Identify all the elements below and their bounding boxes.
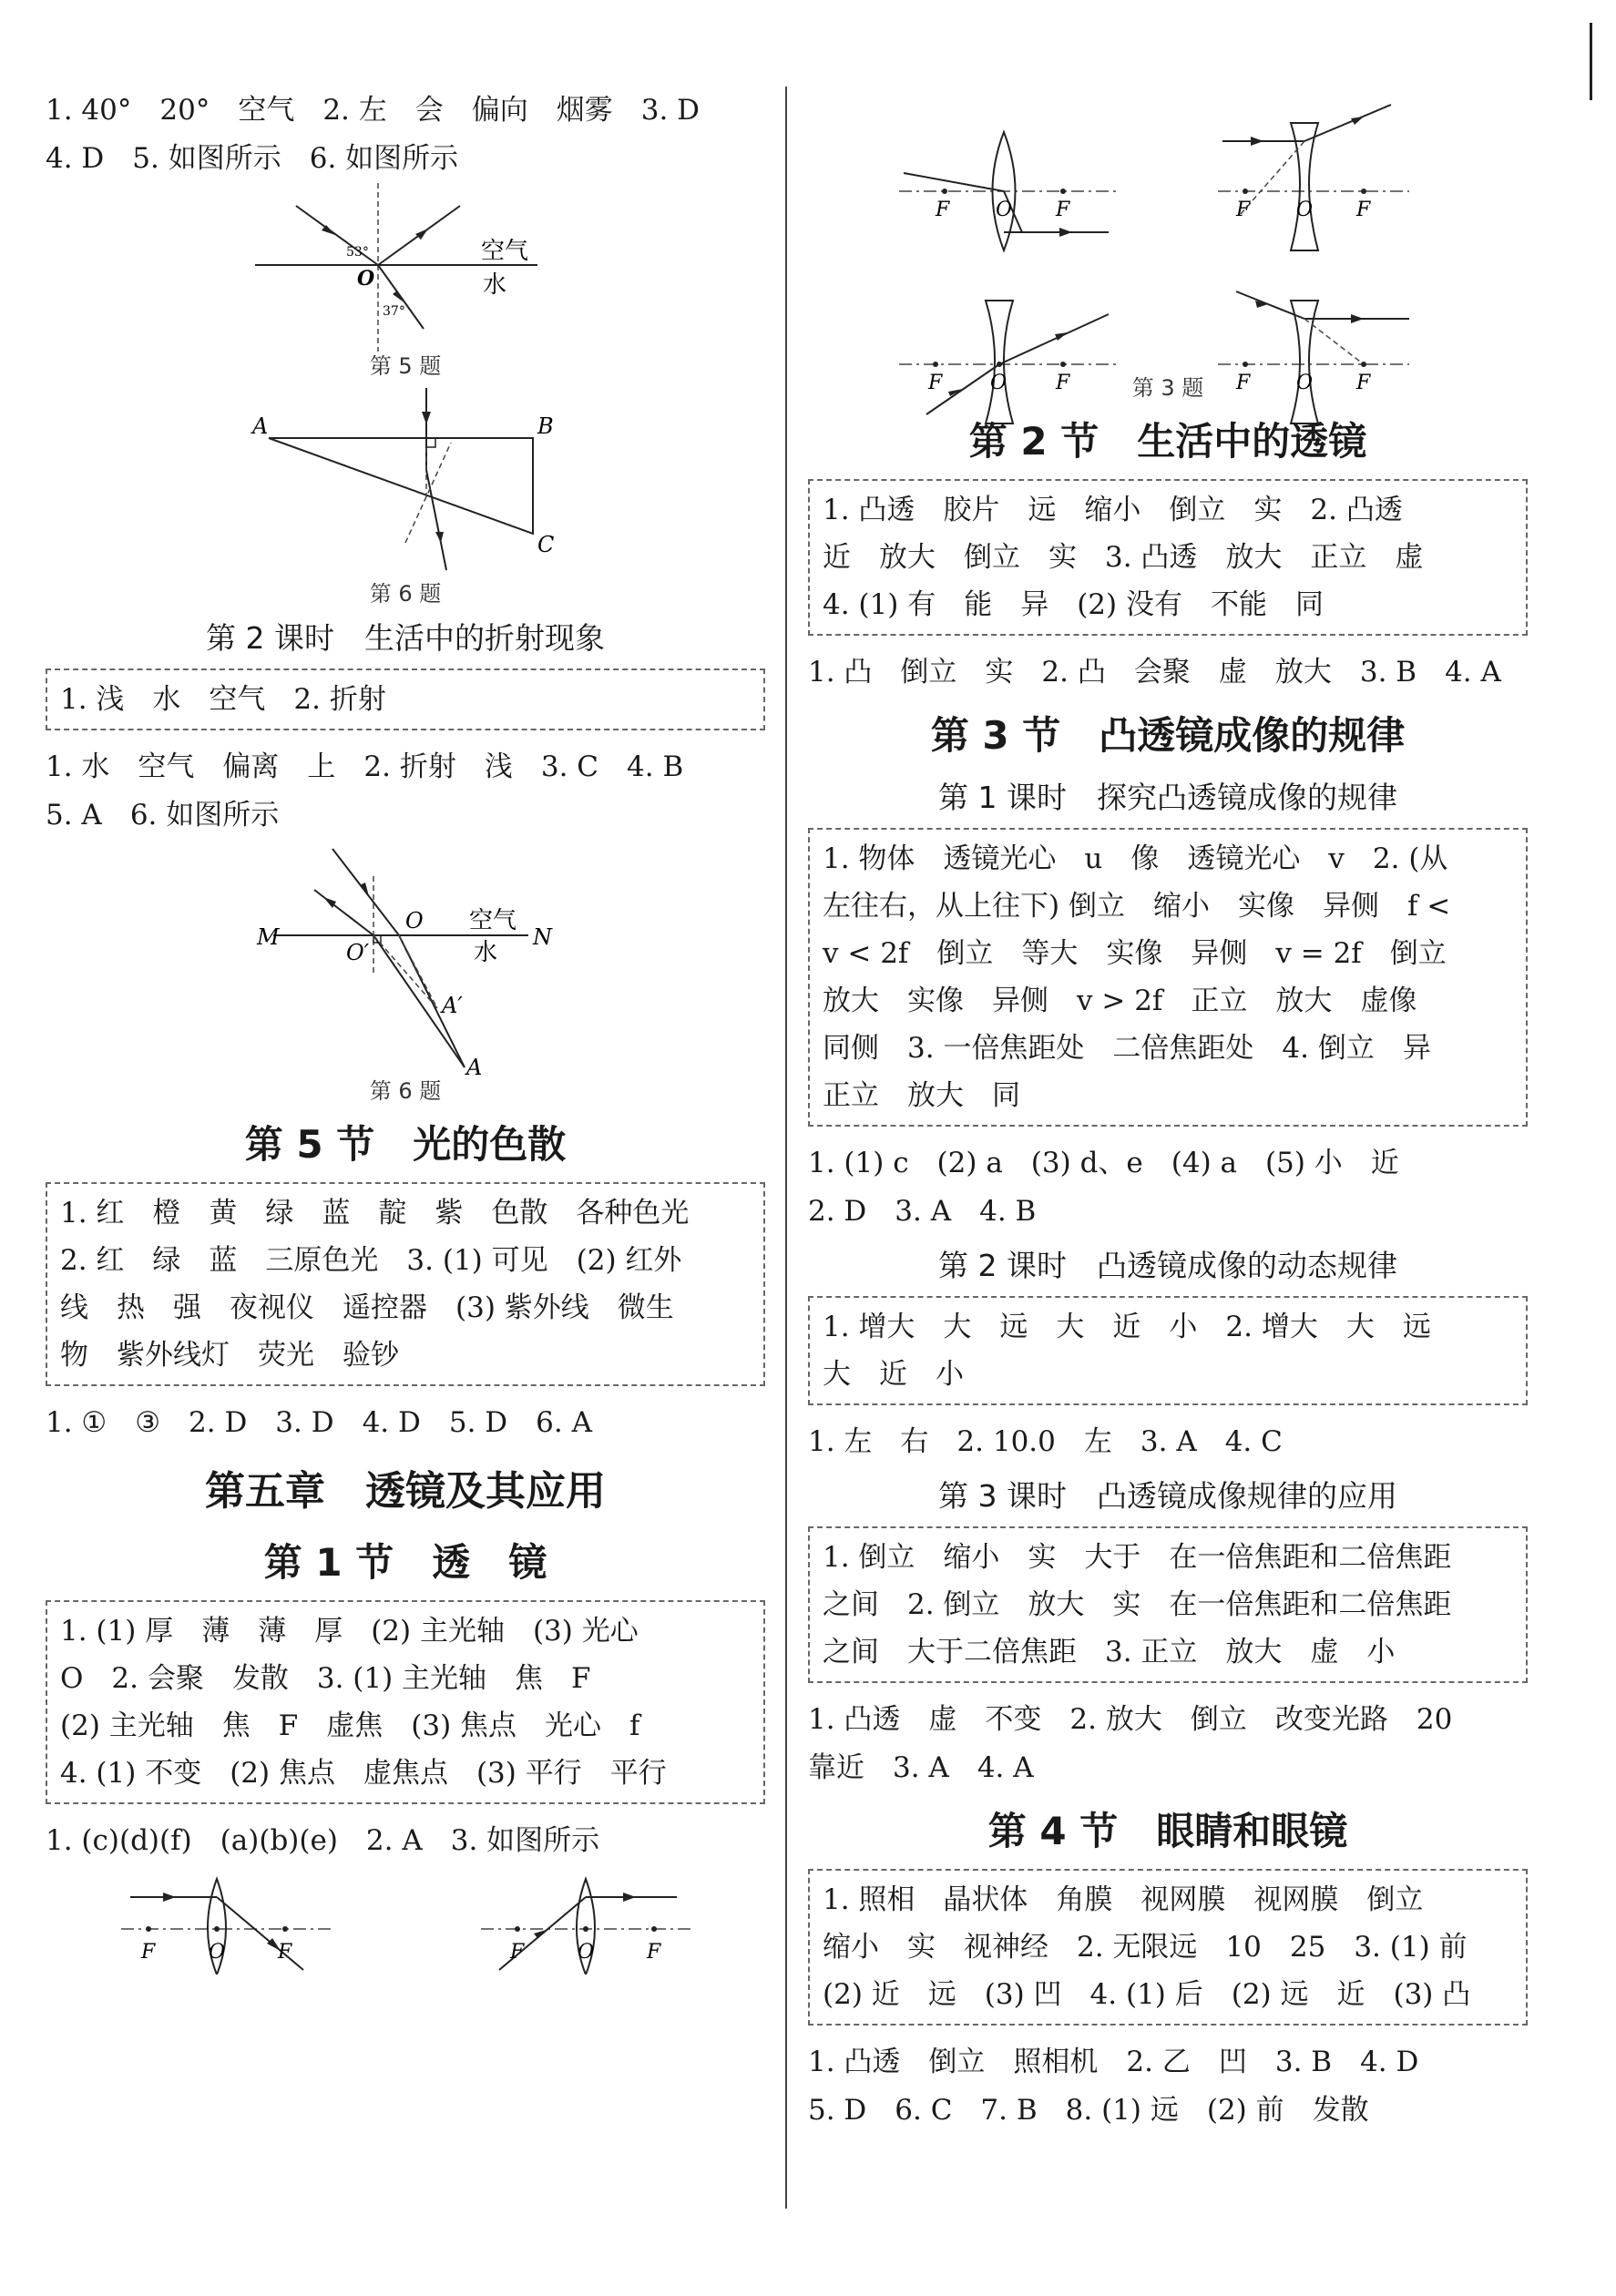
page-edge-mark [1590,23,1592,100]
air-label: 空气 [481,238,529,265]
answer-line: 1. 40° 20° 空气 2. 左 会 偏向 烟雾 3. D [46,94,701,127]
box-line: 之间 大于二倍焦距 3. 正立 放大 虚 小 [823,1636,1396,1668]
water-label: 水 [483,271,507,299]
focus-label: F [140,1941,155,1964]
figure-5-reflection-refraction [255,183,556,352]
figure-caption: 第 6 题 [369,581,442,607]
point-a-prime-label: A′ [442,993,463,1018]
answer-line: 4. D 5. 如图所示 6. 如图所示 [46,142,459,175]
answer-line: 靠近 3. A 4. A [808,1751,1034,1784]
point-o-label: O [405,908,424,934]
box-line: 4. (1) 不变 (2) 焦点 虚焦点 (3) 平行 平行 [60,1757,667,1790]
answer-box [808,828,1528,1127]
box-line: 线 热 强 夜视仪 遥控器 (3) 紫外线 微生 [60,1291,674,1324]
box-line: 1. 增大 大 远 大 近 小 2. 增大 大 远 [823,1311,1431,1343]
box-line: 正立 放大 同 [823,1079,1020,1112]
point-o-label: O [357,267,375,291]
section-title: 第 1 节 透 镜 [263,1540,547,1585]
lesson-title: 第 3 课时 凸透镜成像规律的应用 [938,1478,1397,1514]
section-title: 第 3 节 凸透镜成像的规律 [930,713,1406,758]
answer-box [808,479,1528,636]
answer-line: 1. 水 空气 偏离 上 2. 折射 浅 3. C 4. B [46,750,684,783]
box-line: (2) 近 远 (3) 凹 4. (1) 后 (2) 远 近 (3) 凸 [823,1978,1471,2011]
center-label: O [1296,199,1314,221]
center-label: O [208,1941,225,1964]
air-label: 空气 [469,907,517,934]
left-column [46,87,765,1975]
lesson-title: 第 2 课时 生活中的折射现象 [206,620,605,656]
section-title: 第 4 节 眼睛和眼镜 [987,1809,1348,1853]
focus-label: F [509,1941,524,1964]
convex-lens-diagram [121,1874,331,1975]
right-column [808,87,1528,2135]
lesson-title: 第 1 课时 探究凸透镜成像的规律 [938,780,1397,815]
focus-label: F [1236,199,1251,221]
section-title: 第 5 节 光的色散 [244,1122,567,1167]
point-a-label: A [466,1055,483,1077]
box-line: 4. (1) 有 能 异 (2) 没有 不能 同 [823,588,1324,621]
box-line: 2. 红 绿 蓝 三原色光 3. (1) 可见 (2) 红外 [60,1244,682,1277]
box-line: O 2. 会聚 发散 3. (1) 主光轴 焦 F [60,1662,591,1695]
answer-box [46,1182,765,1386]
focus-label: F [1056,199,1070,221]
answer-box [46,668,765,730]
angle-37-label: 37° [383,304,405,319]
answer-line: 5. D 6. C 7. B 8. (1) 远 (2) 前 发散 [808,2094,1369,2127]
answer-line: 1. 凸 倒立 实 2. 凸 会聚 虚 放大 3. B 4. A [808,656,1501,689]
point-o-prime-label: O′ [346,940,370,965]
figure-caption: 第 5 题 [369,353,442,379]
chapter-title: 第五章 透镜及其应用 [205,1468,606,1515]
box-line: 1. 红 橙 黄 绿 蓝 靛 紫 色散 各种色光 [60,1197,690,1230]
answer-line: 1. 凸透 倒立 照相机 2. 乙 凹 3. B 4. D [808,2046,1419,2078]
figure-6-prism [251,388,560,579]
answer-box [808,1296,1528,1405]
focus-label: F [1236,372,1251,394]
box-line: 之间 2. 倒立 放大 实 在一倍焦距和二倍焦距 [823,1588,1452,1621]
box-line: 同侧 3. 一倍焦距处 二倍焦距处 4. 倒立 异 [823,1032,1431,1065]
answer-line: 5. A 6. 如图所示 [46,799,280,832]
center-label: O [1296,372,1314,394]
angle-53-label: 53° [346,245,369,260]
box-line: (2) 主光轴 焦 F 虚焦 (3) 焦点 光心 f [60,1709,640,1742]
column-divider [785,87,787,2209]
point-n-label: N [533,924,552,950]
lesson-title: 第 2 课时 凸透镜成像的动态规律 [938,1248,1397,1283]
water-label: 水 [474,939,498,966]
convex-lens-diagram [481,1874,690,1975]
box-line: 近 放大 倒立 实 3. 凸透 放大 正立 虚 [823,541,1424,574]
focus-label: F [936,199,950,221]
center-label: O [996,199,1013,221]
box-line: 缩小 实 视神经 2. 无限远 10 25 3. (1) 前 [823,1931,1468,1964]
box-line: v < 2f 倒立 等大 实像 异侧 v = 2f 倒立 [823,937,1447,970]
focus-label: F [646,1941,660,1964]
point-b-label: B [537,413,554,439]
answer-line: 1. 左 右 2. 10.0 左 3. A 4. C [808,1425,1283,1458]
answer-line: 1. 凸透 虚 不变 2. 放大 倒立 改变光路 20 [808,1703,1453,1736]
figure-caption: 第 3 题 [1131,375,1204,401]
point-c-label: C [537,532,555,557]
answer-line: 1. ① ③ 2. D 3. D 4. D 5. D 6. A [46,1406,592,1439]
figure-caption: 第 6 题 [369,1078,442,1104]
box-line: 1. 照相 晶状体 角膜 视网膜 视网膜 倒立 [823,1883,1424,1916]
box-line: 物 紫外线灯 荧光 验钞 [60,1339,399,1372]
focus-label: F [1356,199,1371,221]
box-line: 左往右，从上往下) 倒立 缩小 实像 异侧 f < [823,890,1451,923]
figure-6-refraction-mn [255,840,556,1077]
answer-line: 2. D 3. A 4. B [808,1195,1037,1228]
center-label: O [577,1941,594,1964]
box-line: 1. (1) 厚 薄 薄 厚 (2) 主光轴 (3) 光心 [60,1615,639,1648]
box-line: 1. 浅 水 空气 2. 折射 [60,683,386,716]
answer-box [46,1600,765,1804]
box-line: 1. 凸透 胶片 远 缩小 倒立 实 2. 凸透 [823,494,1403,526]
focus-label: F [1356,372,1371,394]
answer-line: 1. (1) c (2) a (3) d、e (4) a (5) 小 近 [808,1147,1399,1179]
box-line: 1. 倒立 缩小 实 大于 在一倍焦距和二倍焦距 [823,1541,1452,1574]
box-line: 1. 物体 透镜光心 u 像 透镜光心 v 2. (从 [823,842,1448,875]
answer-line: 1. (c)(d)(f) (a)(b)(e) 2. A 3. 如图所示 [46,1824,600,1857]
center-label: O [990,372,1007,394]
focus-label: F [277,1941,291,1964]
answer-box [808,1526,1528,1683]
box-line: 放大 实像 异侧 v > 2f 正立 放大 虚像 [823,985,1417,1017]
answer-box [808,1869,1528,2026]
section-title: 第 2 节 生活中的透镜 [968,419,1367,464]
box-line: 大 近 小 [823,1358,964,1391]
focus-label: F [1056,372,1070,394]
point-a-label: A [252,413,269,439]
point-m-label: M [257,924,280,950]
focus-label: F [928,372,943,394]
